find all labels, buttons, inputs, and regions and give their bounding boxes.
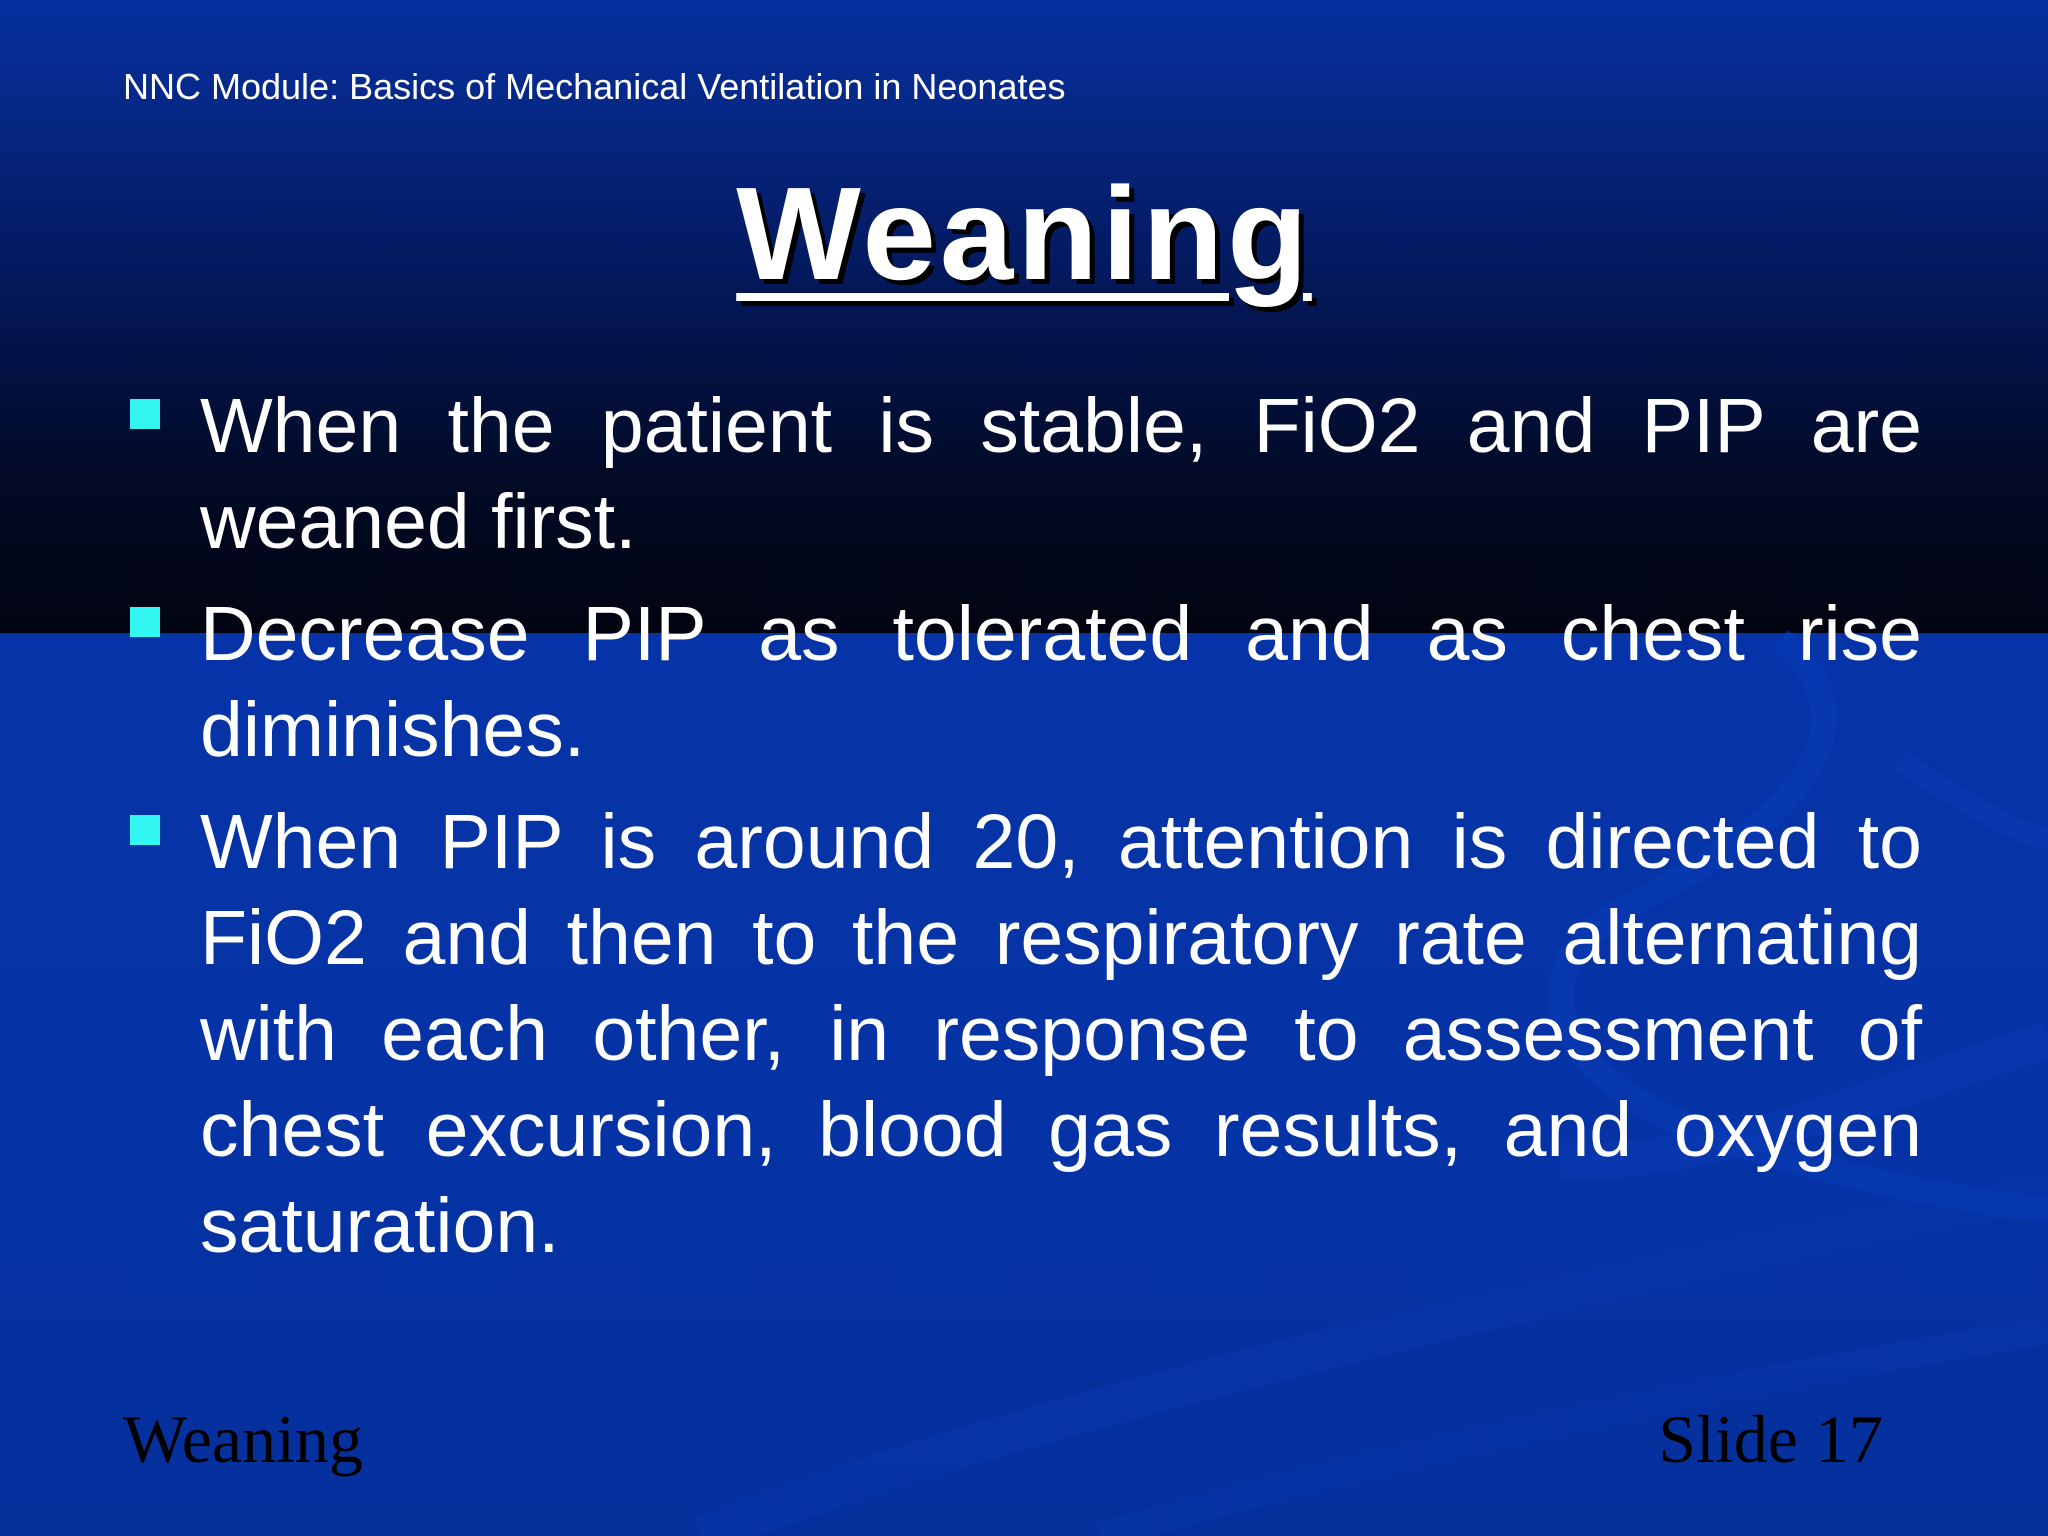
bullet-item: [126, 794, 1922, 1274]
bullet-text: Decrease PIP as tolerated and as chest rise diminishes.: [200, 591, 1922, 773]
square-bullet-icon: [130, 607, 160, 637]
bullet-item: [126, 378, 1922, 570]
slide-number: Slide 17: [1658, 1401, 1883, 1477]
bullet-list: [126, 378, 1922, 1290]
module-header: NNC Module: Basics of Mechanical Ventilation in Neonates: [123, 66, 1066, 107]
bullet-text: When the patient is stable, FiO2 and PIP are weaned first.: [200, 383, 1922, 565]
bullet-text: When PIP is around 20, attention is directed to FiO2 and then to the respiratory rate alternating with each other, in response to assessment of chest excursion, blood gas results, and oxygen saturation.: [200, 799, 1922, 1269]
footer-title: Weaning: [123, 1401, 363, 1477]
slide-title: Weaning: [736, 160, 1312, 307]
bullet-item: [126, 586, 1922, 778]
square-bullet-icon: [130, 815, 160, 845]
square-bullet-icon: [130, 399, 160, 429]
